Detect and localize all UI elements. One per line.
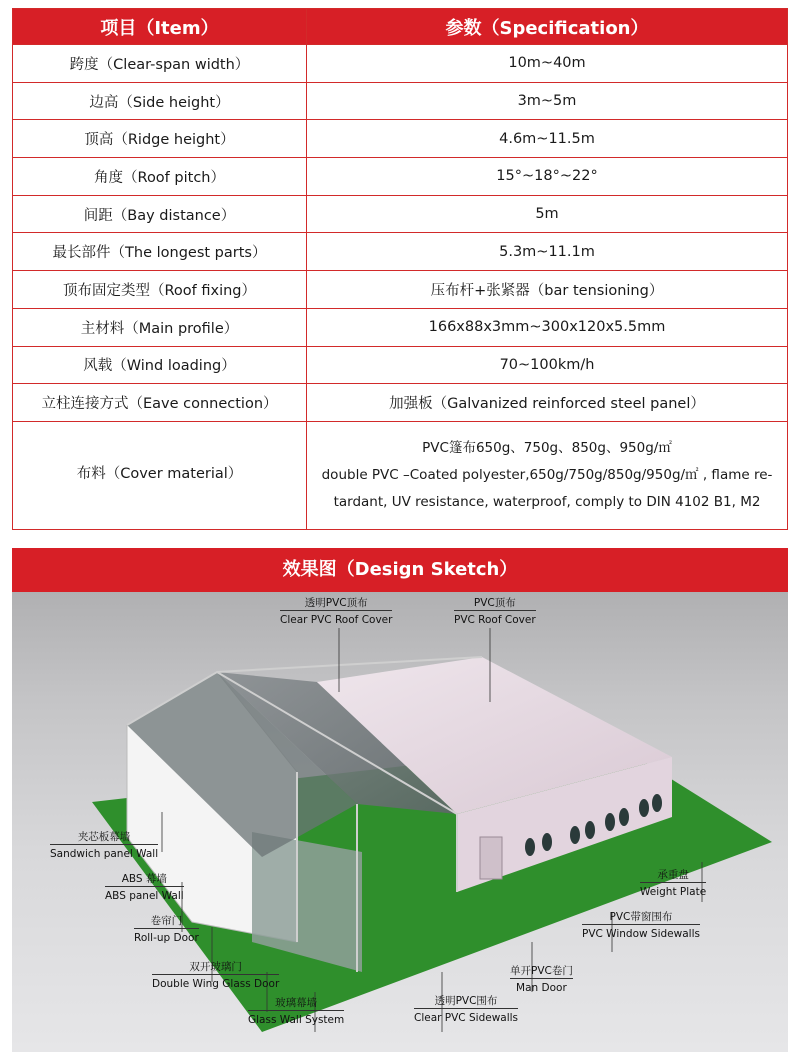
label-rollup: 卷帘门 Roll-up Door [134, 915, 199, 945]
table-row [13, 82, 788, 120]
item-cell: 角度（Roof pitch） [13, 158, 307, 196]
item-cell: 最长部件（The longest parts） [13, 233, 307, 271]
spec-cell: 166x88x3mm~300x120x5.5mm [307, 308, 788, 346]
sketch-title: 效果图（Design Sketch） [12, 548, 788, 592]
spec-cell-cover [307, 421, 788, 529]
header-item: 项目（Item） [13, 9, 307, 45]
label-abs: ABS 幕墙 ABS panel Wall [105, 873, 184, 903]
table-row [13, 346, 788, 384]
table-header-row [13, 9, 788, 45]
label-window-sidewalls: PVC带窗围布 PVC Window Sidewalls [582, 911, 700, 941]
label-pvc-roof: PVC顶布 PVC Roof Cover [454, 597, 536, 627]
spec-cell: 4.6m~11.5m [307, 120, 788, 158]
spec-cell: 10m~40m [307, 45, 788, 83]
label-clear-roof: 透明PVC顶布 Clear PVC Roof Cover [280, 597, 393, 627]
tent-illustration [12, 592, 788, 1052]
spec-cell: 5m [307, 195, 788, 233]
cover-line-1: PVC篷布650g、750g、850g、950g/㎡ [422, 440, 672, 457]
table-row [13, 384, 788, 422]
item-cell: 主材料（Main profile） [13, 308, 307, 346]
label-sandwich: 夹芯板幕墙 Sandwich panel Wall [50, 831, 159, 861]
label-clear-sidewalls: 透明PVC围布 Clear PVC Sidewalls [414, 995, 519, 1025]
table-row [13, 195, 788, 233]
table-row [13, 233, 788, 271]
man-door [480, 837, 502, 879]
label-double-glass: 双开玻璃门 Double Wing Glass Door [152, 961, 280, 991]
item-cell: 布料（Cover material） [13, 421, 307, 529]
cover-line-2: double PVC –Coated polyester,650g/750g/850g/950g/㎡ , flame re- [321, 466, 773, 483]
item-cell: 风载（Wind loading） [13, 346, 307, 384]
item-cell: 立柱连接方式（Eave connection） [13, 384, 307, 422]
item-cell: 边高（Side height） [13, 82, 307, 120]
design-sketch [12, 548, 788, 1052]
label-man-door: 单开PVC卷门 Man Door [510, 965, 573, 995]
item-cell: 顶高（Ridge height） [13, 120, 307, 158]
table-row [13, 158, 788, 196]
label-glass-wall: 玻璃幕墙 Glass Wall System [248, 997, 345, 1027]
spec-cell: 5.3m~11.1m [307, 233, 788, 271]
table-row [13, 45, 788, 83]
spec-cell: 15°~18°~22° [307, 158, 788, 196]
spec-cell: 3m~5m [307, 82, 788, 120]
item-cell: 跨度（Clear-span width） [13, 45, 307, 83]
item-cell: 间距（Bay distance） [13, 195, 307, 233]
item-cell: 顶布固定类型（Roof fixing） [13, 271, 307, 309]
cover-line-3: tardant, UV resistance, waterproof, comply to DIN 4102 B1, M2 [333, 493, 761, 510]
spec-table [12, 8, 788, 530]
table-row [13, 271, 788, 309]
header-spec: 参数（Specification） [307, 9, 788, 45]
spec-cell: 压布杆+张紧器（bar tensioning） [307, 271, 788, 309]
table-row [13, 308, 788, 346]
table-row [13, 120, 788, 158]
table-row-cover [13, 421, 788, 529]
label-weight-plate: 承重盘 Weight Plate [640, 869, 707, 899]
spec-cell: 70~100km/h [307, 346, 788, 384]
spec-cell: 加强板（Galvanized reinforced steel panel） [307, 384, 788, 422]
